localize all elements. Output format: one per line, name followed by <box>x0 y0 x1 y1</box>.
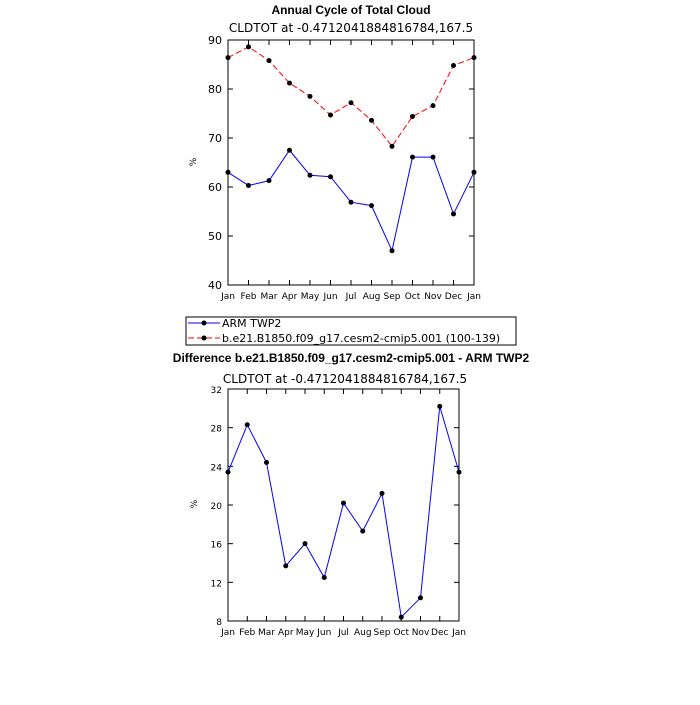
top-x-tick-label: Nov <box>424 292 442 302</box>
top-x-tick-label: May <box>300 292 320 302</box>
diff-series-0-point <box>341 501 346 506</box>
diff-series-0-point <box>245 422 250 427</box>
top-series-1-point <box>287 81 292 86</box>
top-series-0-point <box>328 174 333 179</box>
diff-x-tick-label: Oct <box>393 628 410 638</box>
chart-subtitle-difference: CLDTOT at -0.4712041884816784,167.5 <box>222 372 468 386</box>
diff-x-tick-label: Jun <box>317 628 332 638</box>
diff-x-tick-label: Sep <box>373 628 391 638</box>
top-y-tick-label: 40 <box>208 279 222 292</box>
legend-marker-model <box>202 336 207 341</box>
diff-series-0-point <box>303 541 308 546</box>
top-series-1-point <box>369 118 374 123</box>
diff-series-0-point <box>399 615 404 620</box>
y-axis-label-difference: % <box>190 499 200 509</box>
top-x-tick-label: Feb <box>240 292 257 302</box>
top-series-0-point <box>308 173 313 178</box>
top-series-0-point <box>369 203 374 208</box>
top-series-1-point <box>472 55 477 60</box>
diff-series-0-point <box>457 470 462 475</box>
diff-x-tick-label: Aug <box>353 628 372 638</box>
top-series-1-point <box>246 44 251 49</box>
chart-title-difference: Difference b.e21.B1850.f09_g17.cesm2-cmip5.001 - ARM TWP2 <box>172 351 530 365</box>
top-series-1-point <box>431 103 436 108</box>
legend <box>186 317 516 345</box>
legend-marker-arm-twp2 <box>202 321 207 326</box>
top-x-tick-label: Apr <box>281 292 298 302</box>
top-y-tick-label: 70 <box>208 132 222 145</box>
diff-x-tick-label: Jan <box>452 628 466 638</box>
diff-x-tick-label: Nov <box>411 628 430 638</box>
diff-series-line-0 <box>228 406 459 617</box>
diff-y-tick-label: 28 <box>210 424 222 435</box>
top-series-1-point <box>267 58 272 63</box>
top-y-tick-label: 50 <box>208 230 222 243</box>
chart-title: Annual Cycle of Total Cloud <box>271 3 431 17</box>
top-series-0-point <box>472 170 477 175</box>
top-series-0-point <box>410 155 415 160</box>
top-series-line-1 <box>228 47 474 146</box>
diff-x-tick-label: May <box>295 628 315 638</box>
diff-series-0-point <box>322 575 327 580</box>
top-series-0-point <box>390 248 395 253</box>
diff-y-tick-label: 12 <box>210 579 222 590</box>
top-series-0-point <box>267 178 272 183</box>
top-series-1-point <box>349 100 354 105</box>
top-series-0-point <box>226 170 231 175</box>
top-series-1-point <box>308 94 313 99</box>
top-series-1-point <box>226 55 231 60</box>
diff-x-tick-label: Apr <box>277 628 294 638</box>
diff-x-tick-label: Feb <box>239 628 256 638</box>
top-series-1-point <box>451 63 456 68</box>
legend-label-arm-twp2: ARM TWP2 <box>222 317 282 330</box>
diff-y-tick-label: 24 <box>210 463 222 474</box>
top-y-tick-label: 80 <box>208 83 222 96</box>
difference-chart <box>173 351 530 638</box>
diff-series-0-point <box>418 595 423 600</box>
top-series-0-point <box>246 183 251 188</box>
top-x-tick-label: Jun <box>323 292 338 302</box>
top-x-tick-label: Oct <box>404 292 421 302</box>
diff-x-tick-label: Mar <box>258 628 275 638</box>
top-series-1-point <box>328 112 333 117</box>
y-axis-label: % <box>189 157 199 167</box>
annual-cycle-chart <box>189 3 481 302</box>
legend-label-model: b.e21.B1850.f09_g17.cesm2-cmip5.001 (100-139) <box>222 332 501 345</box>
diff-series-0-point <box>283 563 288 568</box>
diff-y-tick-label: 20 <box>210 502 222 512</box>
top-y-tick-label: 60 <box>208 181 222 194</box>
diff-series-0-point <box>360 529 365 534</box>
diff-series-0-point <box>264 460 269 465</box>
diff-x-tick-label: Jan <box>221 628 235 638</box>
top-series-0-point <box>451 211 456 216</box>
diff-x-tick-label: Dec <box>431 628 449 638</box>
top-x-tick-label: Mar <box>260 292 278 302</box>
top-x-tick-label: Jan <box>221 292 235 302</box>
top-series-0-point <box>287 148 292 153</box>
diff-y-tick-label: 16 <box>210 540 222 551</box>
diff-y-tick-label: 32 <box>210 386 222 396</box>
top-series-1-point <box>390 144 395 149</box>
top-plot-frame <box>228 40 474 285</box>
top-x-tick-label: Jan <box>467 292 481 302</box>
top-x-tick-label: Jul <box>345 292 357 302</box>
diff-series-0-point <box>226 470 231 475</box>
diff-y-tick-label: 8 <box>216 618 222 628</box>
top-x-tick-label: Sep <box>383 292 401 302</box>
chart-subtitle: CLDTOT at -0.4712041884816784,167.5 <box>228 21 474 35</box>
top-series-0-point <box>431 155 436 160</box>
top-series-0-point <box>349 200 354 205</box>
top-series-1-point <box>410 114 415 119</box>
top-x-tick-label: Aug <box>362 292 381 302</box>
diff-series-0-point <box>380 491 385 496</box>
diff-series-0-point <box>437 404 442 409</box>
diff-x-tick-label: Jul <box>338 628 349 638</box>
top-y-tick-label: 90 <box>208 34 222 47</box>
top-x-tick-label: Dec <box>444 292 463 302</box>
